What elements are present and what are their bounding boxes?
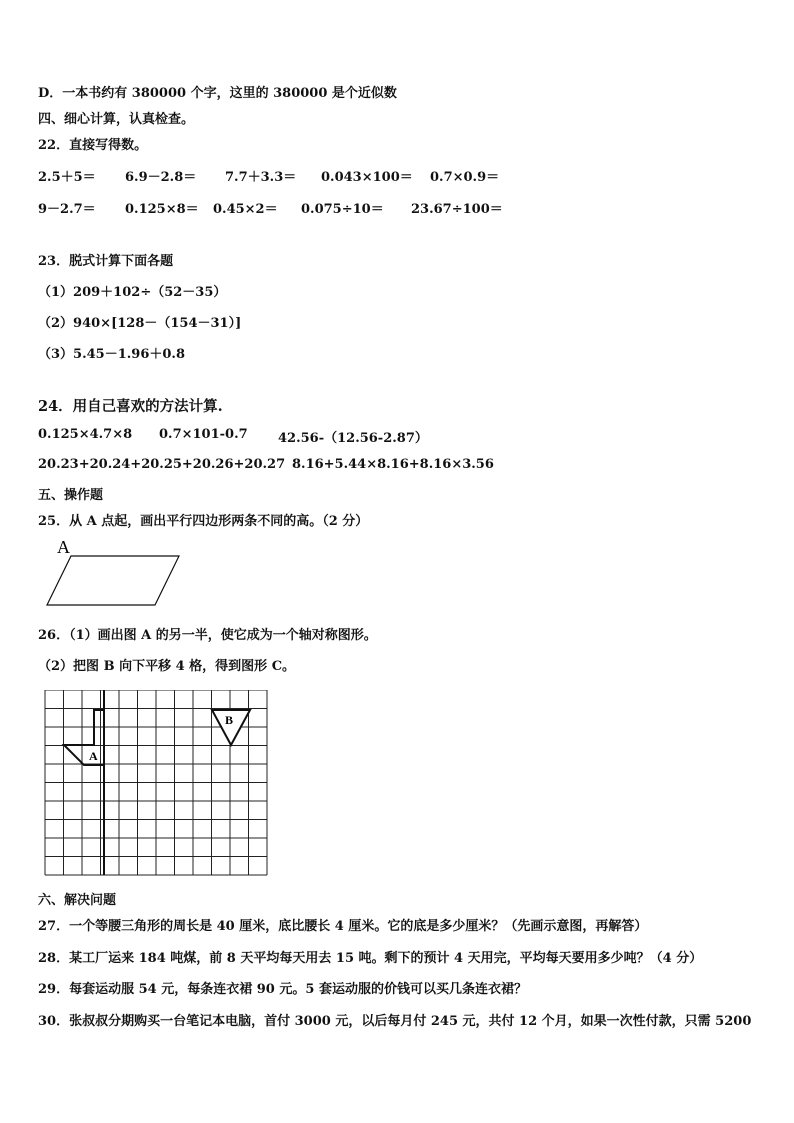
section-5-heading: 五、操作题 <box>38 488 104 503</box>
q22-item: 0.45×2＝ <box>213 202 278 217</box>
q24-item: 20.23+20.24+20.25+20.26+20.27 <box>38 457 286 472</box>
q22-item: 0.7×0.9＝ <box>430 170 500 185</box>
grid-figure <box>44 690 270 876</box>
question-22: 22．直接写得数。 <box>38 138 148 153</box>
question-26-1: 26．（1）画出图 A 的另一半，使它成为一个轴对称图形。 <box>38 628 377 643</box>
q22-item: 0.125×8＝ <box>125 202 199 217</box>
q22-item: 0.075÷10＝ <box>301 202 384 217</box>
q24-item: 8.16+5.44×8.16+8.16×3.56 <box>292 457 494 472</box>
parallelogram-figure <box>40 534 190 610</box>
q22-item: 6.9－2.8＝ <box>125 170 197 185</box>
shape-a-label: A <box>89 749 98 763</box>
question-30: 30．张叔叔分期购买一台笔记本电脑，首付 3000 元，以后每月付 245 元，共付 12 个月，如果一次性付款，只需 5200 <box>38 1014 752 1029</box>
section-4-heading: 四、细心计算，认真检查。 <box>38 112 195 127</box>
q22-item: 7.7＋3.3＝ <box>225 170 297 185</box>
question-26-2: （2）把图 B 向下平移 4 格，得到图形 C。 <box>38 659 296 674</box>
shape-b-label: B <box>225 713 234 727</box>
question-27: 27．一个等腰三角形的周长是 40 厘米，底比腰长 4 厘米。它的底是多少厘米？（先画示意图，再解答） <box>38 919 648 934</box>
question-23-1: （1）209＋102÷（52－35） <box>38 285 227 300</box>
q22-item: 0.043×100＝ <box>321 170 413 185</box>
question-29: 29．每套运动服 54 元，每条连衣裙 90 元。5 套运动服的价钱可以买几条连衣裙？ <box>38 982 527 997</box>
question-24: 24．用自己喜欢的方法计算. <box>38 398 223 415</box>
q24-item: 0.125×4.7×8 <box>38 427 133 442</box>
shape-a-half <box>64 710 104 765</box>
question-25: 25．从 A 点起，画出平行四边形两条不同的高。（2 分） <box>38 514 369 529</box>
question-23-3: （3）5.45－1.96＋0.8 <box>38 347 185 362</box>
parallelogram <box>47 556 179 605</box>
q24-item: 0.7×101-0.7 <box>159 427 248 442</box>
section-6-heading: 六、解决问题 <box>38 893 117 908</box>
question-23-2: （2）940×[128－（154－31）] <box>38 316 242 331</box>
point-a-label: A <box>57 537 70 557</box>
q22-item: 23.67÷100＝ <box>411 202 503 217</box>
q24-item: 42.56-（12.56-2.87） <box>278 431 428 446</box>
q22-item: 9－2.7＝ <box>38 202 96 217</box>
option-d-text: D．一本书约有 380000 个字，这里的 380000 是个近似数 <box>38 86 397 101</box>
q22-item: 2.5＋5＝ <box>38 170 96 185</box>
question-23: 23．脱式计算下面各题 <box>38 254 174 269</box>
question-28: 28．某工厂运来 184 吨煤，前 8 天平均每天用去 15 吨。剩下的预计 4 天用完，平均每天要用多少吨？（4 分） <box>38 951 703 966</box>
